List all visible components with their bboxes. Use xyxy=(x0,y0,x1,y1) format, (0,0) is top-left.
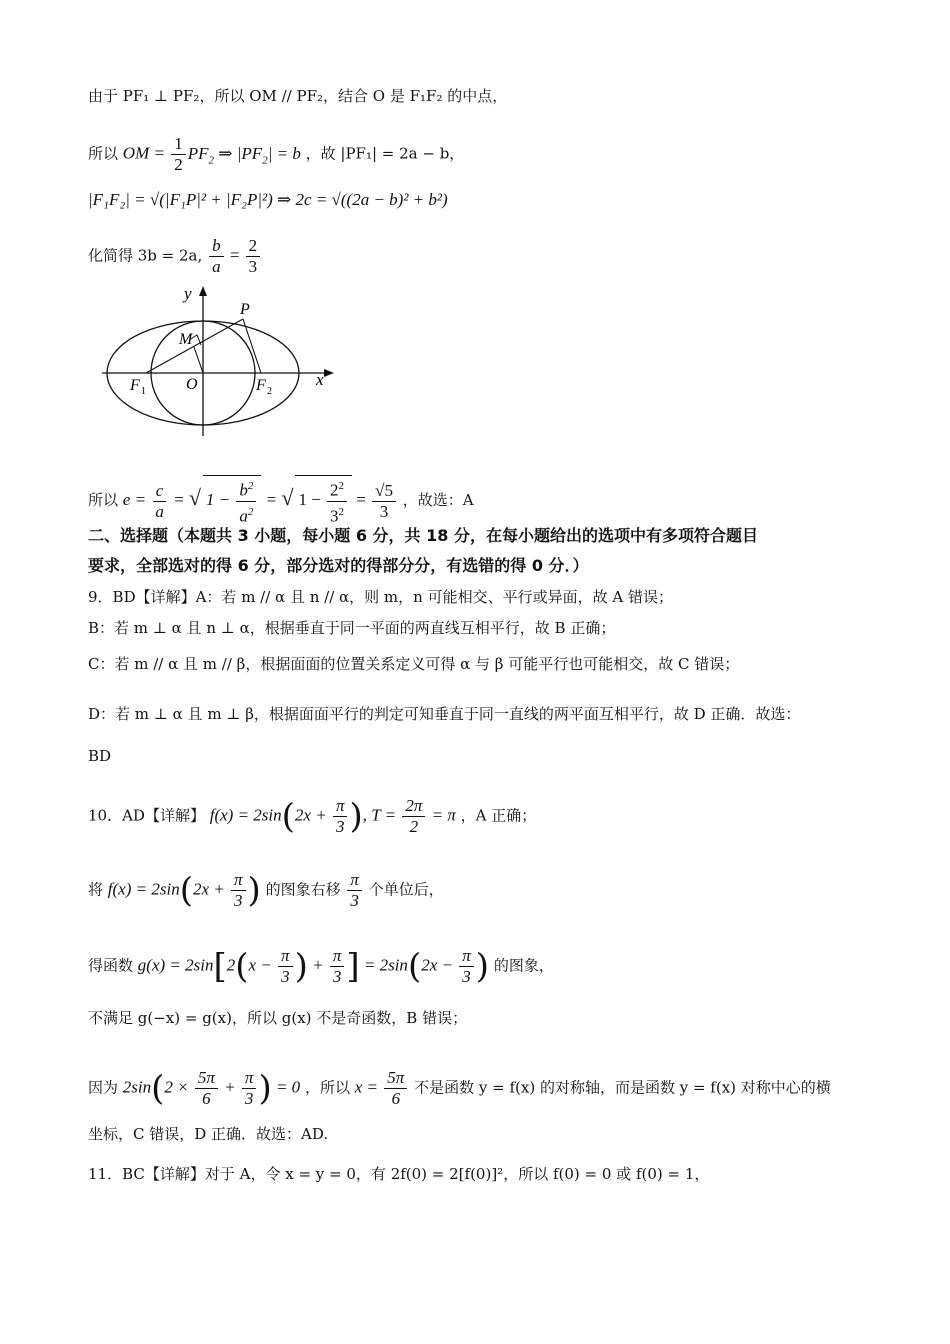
q10-line-d: 不满足 g(−x) = g(x)，所以 g(x) 不是奇函数，B 错误； xyxy=(88,1009,468,1027)
label-y: y xyxy=(184,284,192,303)
section-heading-line-2: 要求，全部选对的得 6 分，部分选对的得部分分，有选错的得 0 分．） xyxy=(88,556,589,575)
q9-line-c: C：若 m // α 且 m // β，根据面面的位置关系定义可得 α 与 β 可能平行也可能相交，故 C 错误； xyxy=(88,655,740,673)
label-M: M xyxy=(179,331,193,348)
label-x: x xyxy=(316,370,324,389)
q10-line-f: 坐标，C 错误，D 正确．故选：AD. xyxy=(88,1125,329,1143)
label-O: O xyxy=(186,376,198,393)
text-line-eccentricity: 所以 e = $\frac{c}{a}$ = √ 1 − $\frac{b^2}{a^2}$ = √ 1 − $\frac{2^2}{3^2}$ = $\frac{√5}{3}$ ，故选：A xyxy=(88,475,474,526)
label-F2-sub: 2 xyxy=(267,386,272,397)
text-line-2: 所以 OM = $\frac{1}{2}$ $PF_2$ ⇒ $|PF_2| = b$ ，故 |PF₁| = 2a − b， xyxy=(88,134,465,174)
q9-line-d: D：若 m ⊥ α 且 m ⊥ β，根据面面平行的判定可知垂直于同一直线的两平面互相平行，故 D 正确．故选： xyxy=(88,705,801,723)
text-line-3: |F₁F₂| = √(|F₁P|² + |F₂P|²) ⇒ 2c = √((2a − b)² + b²) xyxy=(88,190,448,209)
label-F1-sub: 1 xyxy=(141,386,146,397)
label-F1: F xyxy=(130,377,140,394)
q10-line-c: 得函数 g(x) = 2sin[2(x − $\frac{\pi}{3}$ ) + $\frac{\pi}{3}$ ] = 2sin(2x − $\frac{\pi}{3}$ ) 的图象， xyxy=(88,946,554,987)
q10-line-e: 因为 2sin(2 × $\frac{5\pi}{6}$ + $\frac{\pi}{3}$ ) = 0 ，所以 x = $\frac{5\pi}{6}$ 不是函数 y = f(x) 的对称轴，而是函数 y = f(x) 对称中心的横 xyxy=(88,1068,831,1109)
q10-line-a: 10．AD【详解】 f(x) = 2sin(2x + $\frac{\pi}{3}$ ), T = $\frac{2\pi}{2}$ = π ，A 正确； xyxy=(88,796,537,837)
ellipse-figure xyxy=(100,282,340,440)
q9-line-a: 9．BD【详解】A：若 m // α 且 n // α，则 m，n 可能相交、平行或异面，故 A 错误； xyxy=(88,588,673,606)
label-F2: F xyxy=(256,377,266,394)
q9-line-b: B：若 m ⊥ α 且 n ⊥ α，根据垂直于同一平面的两直线互相平行，故 B 正确； xyxy=(88,619,616,637)
section-heading-line-1: 二、选择题（本题共 3 小题，每小题 6 分，共 18 分，在每小题给出的选项中有多项符合题目 xyxy=(88,526,758,545)
q10-line-b: 将 f(x) = 2sin(2x + $\frac{\pi}{3}$ ) 的图象右移 $\frac{\pi}{3}$ 个单位后， xyxy=(88,870,444,911)
label-P: P xyxy=(240,301,250,318)
text-line-4: 化简得 3b = 2a, $\frac{b}{a}$ = $\frac{2}{3}$ xyxy=(88,236,262,277)
q9-line-e: BD xyxy=(88,747,112,765)
text-line-1: 由于 PF₁ ⊥ PF₂，所以 OM // PF₂，结合 O 是 F₁F₂ 的中点， xyxy=(88,87,508,105)
q11-line-a: 11．BC【详解】对于 A，令 x = y = 0，有 2f(0) = 2[f(0)]²，所以 f(0) = 0 或 f(0) = 1， xyxy=(88,1165,710,1183)
